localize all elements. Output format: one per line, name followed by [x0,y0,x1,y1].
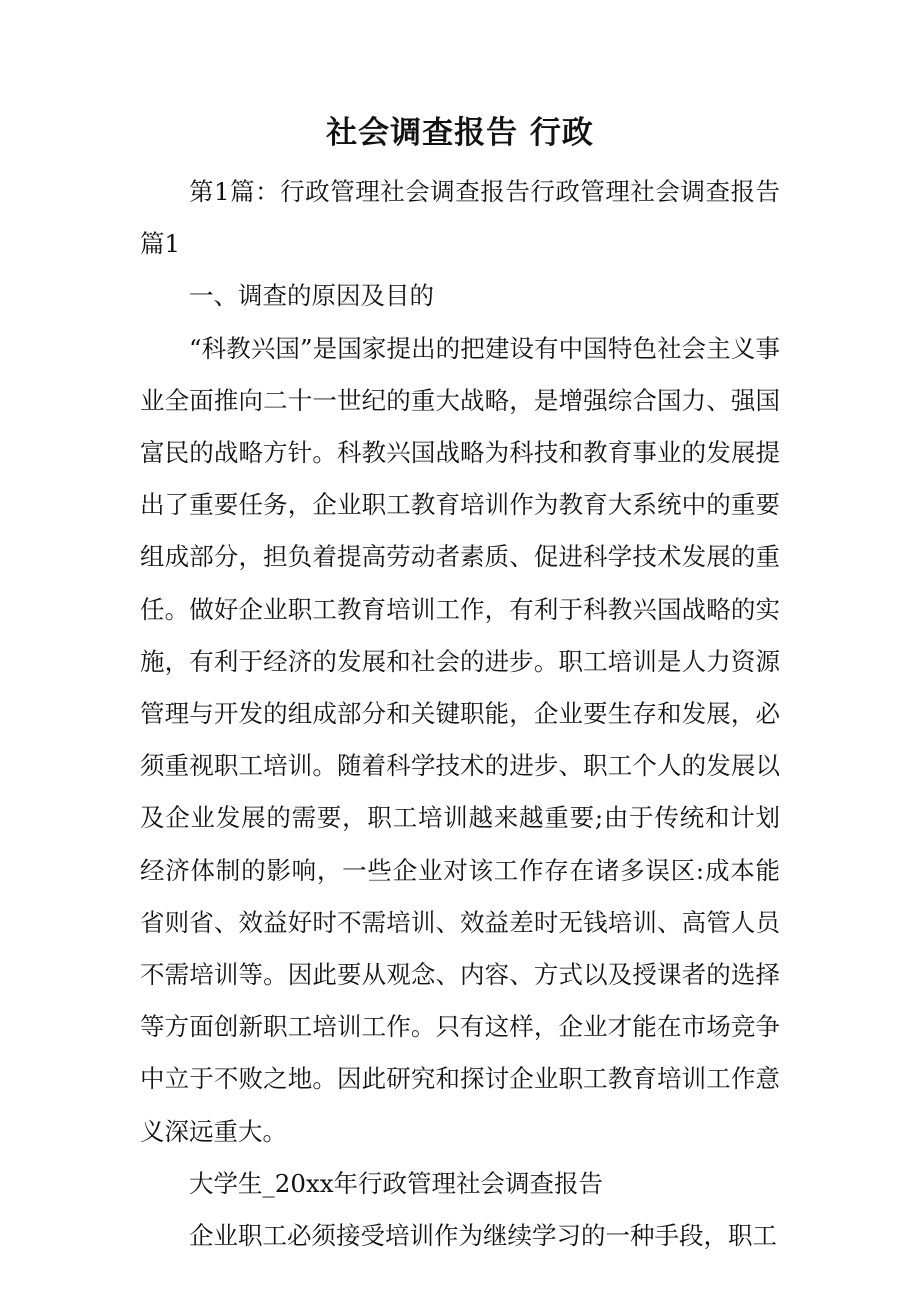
document-title: 社会调查报告 行政 [326,115,594,151]
heading-section-1: 一、调查的原因及目的 [189,281,434,311]
document-body [140,166,780,1262]
body-paragraph: 企业职工必须接受培训作为继续学习的一种手段，职工 [189,1221,777,1251]
heading-chapter: 第1篇：行政管理社会调查报告行政管理社会调查报告篇1 [140,177,780,259]
subheading: 大学生_20xx年行政管理社会调查报告 [189,1168,604,1198]
body-paragraph: “科教兴国”是国家提出的把建设有中国特色社会主义事业全面推向二十一世纪的重大战略，是增强综合国力、强国富民的战略方针。科教兴国战略为科技和教育事业的发展提出了重要任务，企业职工教育培训作为教育大系统中的重要组成部分，担负着提高劳动者素质、促进科学技术发展的重任。做好企业职工教育培训工作，有利于科教兴国战略的实施，有利于经济的发展和社会的进步。职工培训是人力资源管理与开发的组成部分和关键职能，企业要生存和发展，必须重视职工培训。随着科学技术的进步、职工个人的发展以及企业发展的需要，职工培训越来越重要;由于传统和计划经济体制的影响，一些企业对该工作存在诸多误区:成本能省则省、效益好时不需培训、效益差时无钱培训、高管人员不需培训等。因此要从观念、内容、方式以及授课者的选择等方面创新职工培训工作。只有这样，企业才能在市场竞争中立于不败之地。因此研究和探讨企业职工教育培训工作意义深远重大。 [140,333,780,1146]
